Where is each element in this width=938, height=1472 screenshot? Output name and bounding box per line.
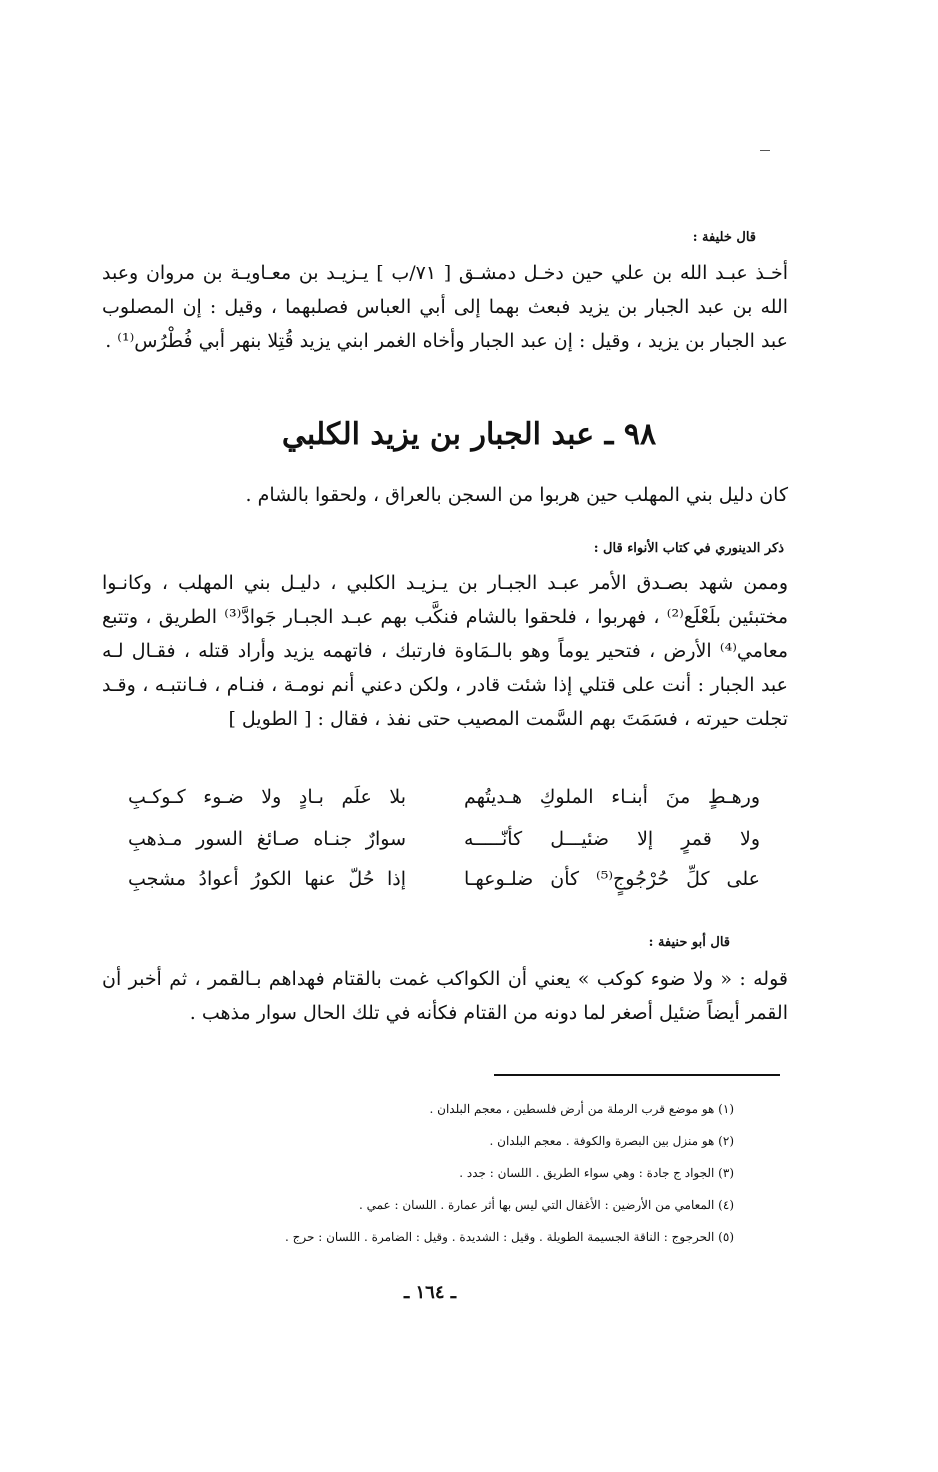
paragraph-khalifa (102, 256, 788, 358)
paragraph-dinawari-text: وممن شهد بصـدق الأمر عبـد الجبـار بن يـزيـد الكلبي ، دليـل بني المهلب ، وكانـوا مختبئين بلَعْلَع⁽²⁾ ، فهربوا ، فلحقوا بالشام فنكَّب بهم عبـد الجبـار جَوادَّ⁽³⁾ الطريق ، وتتبع معامي⁽⁴⁾ الأرض ، فتحير يوماً وهو بالـمَاوة فارتبك ، فاتهمه يزيد وأراد قتله ، فقـال لـه عبد الجبار : أنت على قتلي إذا شئت قادر ، ولكن دعني أنم نومـة ، فنـام ، فـانتبـه ، وقـد تجلت حيرته ، فسَمَتَ بهم السَّمت المصيب حتى نفذ ، فقال : [ الطويل ] (102, 572, 789, 730)
footnote-separator (494, 1074, 780, 1076)
section-label-abu-hanifa: قال أبو حنيفة : (648, 935, 730, 950)
footnote-3: (٣) الجواد ج جادة : وهي سواء الطريق . اللسان : جدد . (459, 1166, 734, 1180)
footnote-4: (٤) المعامي من الأرضين : الأغفال التي ليس بها أثر عمارة . اللسان : عمي . (358, 1198, 734, 1212)
poem-line-2-first-hemistich: ولا قمرٍ إلا ضئيـــل كأنّـــــه (464, 828, 760, 850)
page-number: ـ ١٦٤ ـ (403, 1282, 457, 1303)
poem-line-1-second-hemistich: بلا علَم بـادٍ ولا ضـوء كـوكـبِ (128, 786, 406, 808)
stray-mark (760, 150, 770, 151)
poem-line-1-first-hemistich: ورهـطٍ منَ أبنـاء الملوكِ هـديتُهم (464, 786, 760, 808)
footnote-5: (٥) الحرجوج : الناقة الجسيمة الطويلة . وقيل : الشديدة . وقيل : الضامرة . اللسان : حرج . (285, 1230, 734, 1244)
entry-heading: ٩٨ ـ عبد الجبار بن يزيد الكلبي (281, 417, 657, 452)
footnote-2: (٢) هو منزل بين البصرة والكوفة . معجم البلدان . (489, 1134, 734, 1148)
section-label-dinawari: ذكر الدينوري في كتاب الأنواء قال : (593, 541, 784, 556)
paragraph-dinawari (102, 566, 788, 736)
poem-line-2-second-hemistich: سوارٌ جنـاه صـائغ السور مـذهبِ (128, 828, 406, 850)
section-label-khalifa: قال خليفة : (692, 230, 756, 245)
paragraph-khalifa-text: أخـذ عبـد الله بن علي حين دخـل دمشـق [ ٧١/ب ] يـزيـد بن معـاويـة بن مروان وعبد الله بن عبد الجبار بن يزيد فبعث بهما إلى أبي العباس فصلبهما ، وقيل : إن المصلوب عبد الجبار بن يزيد ، وقيل : إن عبد الجبار وأخاه الغمر ابني يزيد قُتِلا بنهر أبي فُطْرُس⁽¹⁾ . (102, 262, 788, 352)
footnote-1: (١) هو موضع قرب الرملة من أرض فلسطين ، معجم البلدان . (429, 1102, 734, 1116)
paragraph-abu-hanifa-text: قوله : « ولا ضوء كوكب » يعني أن الكواكب غمت بالقتام فهداهم بـالقمر ، ثم أخبر أن القمر أيضاً ضئيل أصغر لما دونه من القتام فكأنه في تلك الحال سوار مذهب . (102, 968, 788, 1024)
entry-intro (102, 478, 788, 512)
poem-line-3-second-hemistich: إذا حُلّ عنها الكورُ أعوادُ مشجبِ (128, 868, 406, 890)
paragraph-abu-hanifa (102, 962, 788, 1030)
entry-intro-text: كان دليل بني المهلب حين هربوا من السجن بالعراق ، ولحقوا بالشام . (245, 484, 788, 506)
poem-line-3-first-hemistich: على كلِّ حُرْجُوجٍ⁽⁵⁾ كأن ضلـوعهـا (464, 868, 760, 890)
